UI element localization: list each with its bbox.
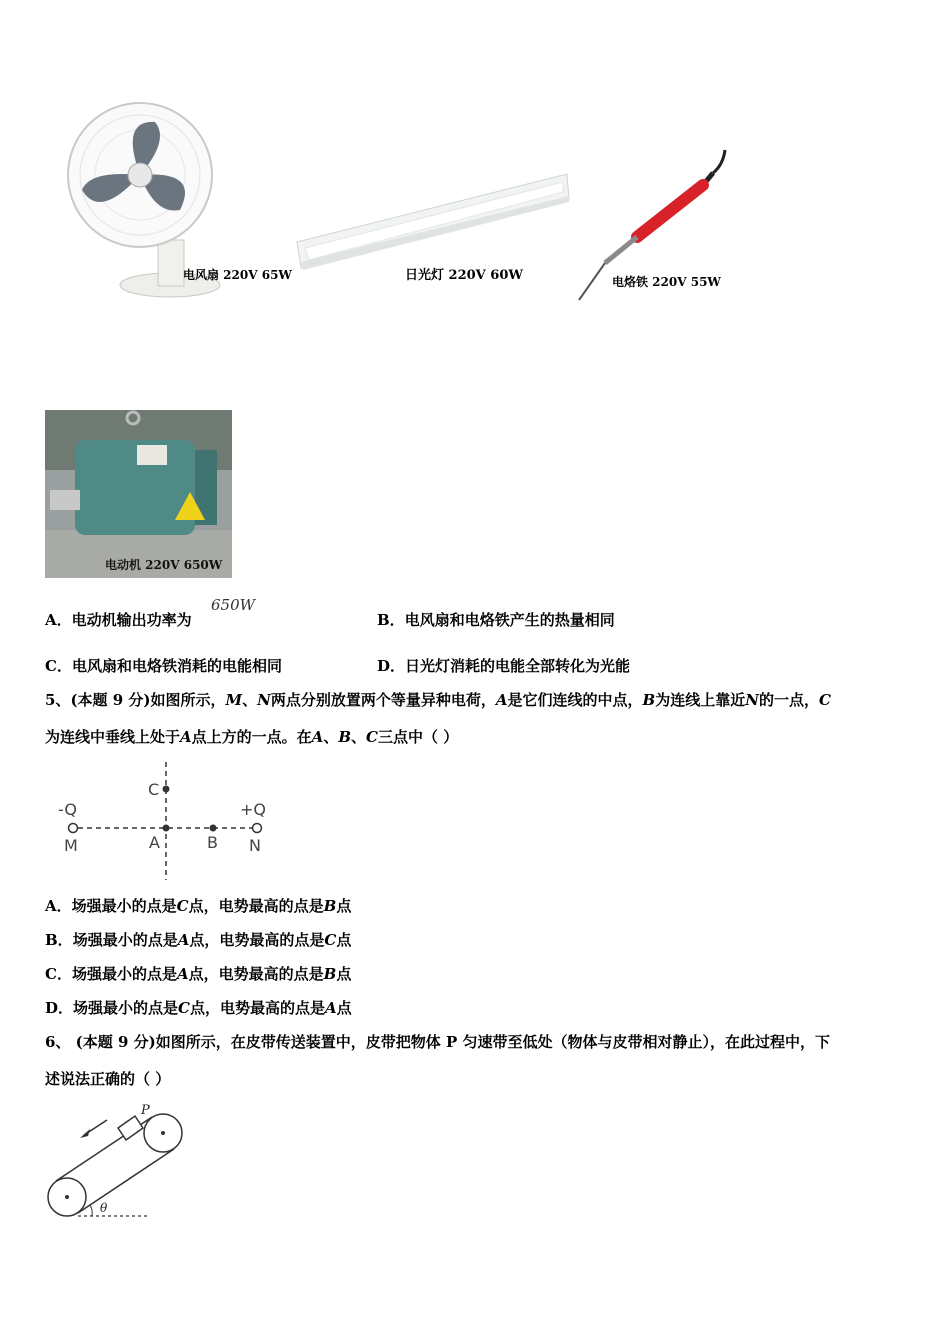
point-a-marker — [163, 825, 170, 832]
q6-stem-line2: 述说法正确的（ ） — [45, 1070, 171, 1088]
q5-option-c[interactable]: C．场强最小的点是A点，电势最高的点是B点 — [45, 965, 352, 983]
point-b-marker — [210, 825, 217, 832]
option-text: 电风扇和电烙铁产生的热量相同 — [404, 611, 615, 629]
charge-m-marker — [69, 824, 78, 833]
q5-option-a[interactable]: A．场强最小的点是C点，电势最高的点是B点 — [45, 897, 352, 915]
charge-diagram — [50, 758, 290, 883]
q6-stem-line1: 6、 (本题 9 分)如图所示，在皮带传送装置中，皮带把物体 P 匀速带至低处（物体与皮带相对静止），在此过程中，下 — [45, 1033, 830, 1051]
option-letter: D． — [377, 657, 406, 675]
iron-label: 电烙铁 220V 55W — [612, 275, 721, 289]
q4-formula: 650W — [211, 596, 256, 614]
belt-bottom — [78, 1149, 174, 1213]
charge-n-marker — [253, 824, 262, 833]
q5-option-b[interactable]: B．场强最小的点是A点，电势最高的点是C点 — [45, 931, 352, 949]
point-a-label: A — [149, 833, 160, 852]
pos-charge-label: +Q — [240, 800, 266, 819]
point-c-label: C — [148, 780, 160, 799]
angle-theta-label: θ — [100, 1201, 108, 1215]
option-letter: B． — [377, 611, 405, 629]
option-letter: C． — [45, 657, 72, 675]
point-m-label: M — [64, 836, 78, 855]
q4-option-d[interactable] — [377, 656, 630, 676]
option-text: 电风扇和电烙铁消耗的电能相同 — [71, 657, 282, 675]
motor-icon — [45, 410, 232, 578]
point-n-label: N — [249, 836, 261, 855]
object-p-label: P — [141, 1103, 150, 1118]
point-c-marker — [163, 786, 170, 793]
option-text: 电动机输出功率为 — [71, 611, 192, 629]
point-b-label: B — [207, 833, 218, 852]
q5-stem-line2: 为连线中垂线上处于A点上方的一点。在A、B、C三点中（ ） — [45, 728, 459, 746]
conveyor-belt-diagram — [44, 1098, 194, 1223]
neg-charge-label: -Q — [58, 800, 77, 819]
angle-arc — [90, 1205, 92, 1216]
option-text: 日光灯消耗的电能全部转化为光能 — [405, 657, 631, 675]
q5-stem-line1: 5、(本题 9 分)如图所示，M、N两点分别放置两个等量异种电荷，A是它们连线的中点，B为连线上靠近N的一点，C — [45, 691, 831, 709]
lamp-label: 日光灯 220V 60W — [405, 268, 523, 283]
fan-label: 电风扇 220V 65W — [183, 268, 292, 282]
q4-option-b[interactable] — [377, 610, 615, 630]
option-letter: A． — [45, 611, 72, 629]
q5-option-d[interactable]: D．场强最小的点是C点，电势最高的点是A点 — [45, 999, 352, 1017]
q4-option-c[interactable] — [45, 656, 282, 676]
motor-label: 电动机 220V 650W — [105, 558, 223, 572]
electric-motor-image — [45, 410, 232, 578]
q4-option-a[interactable] — [45, 610, 192, 630]
